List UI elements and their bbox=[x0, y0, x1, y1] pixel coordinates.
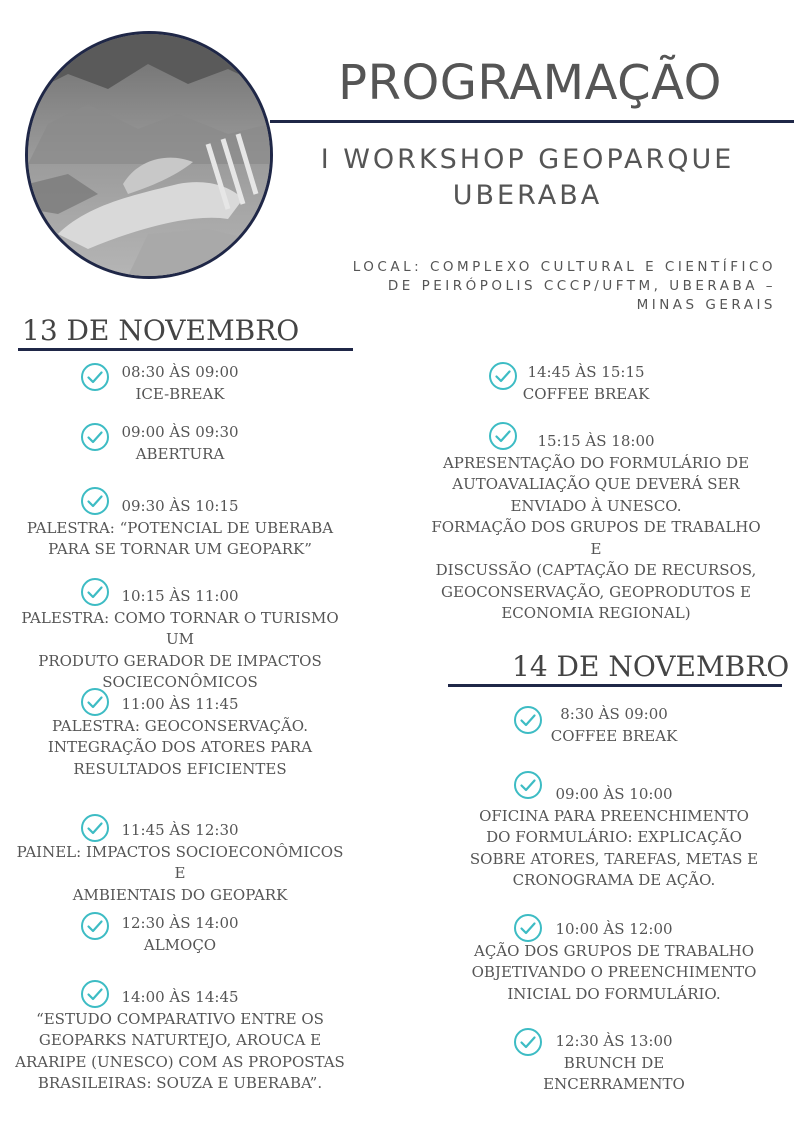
item-time: 09:00 ÀS 10:00 bbox=[555, 785, 673, 803]
item-description-line: ENVIADO À UNESCO. bbox=[510, 496, 682, 515]
item-description-line: BRUNCH DE bbox=[563, 1053, 665, 1072]
item-description-line: PALESTRA: “POTENCIAL DE UBERABA bbox=[26, 518, 334, 537]
subtitle-line-2: UBERABA bbox=[452, 180, 603, 211]
item-description-line: COFFEE BREAK bbox=[550, 726, 678, 745]
item-time: 09:00 ÀS 09:30 bbox=[121, 423, 239, 441]
location-line-3: MINAS GERAIS bbox=[636, 297, 776, 313]
item-description-line: ECONOMIA REGIONAL) bbox=[501, 604, 691, 622]
day1-schedule-item bbox=[10, 694, 350, 780]
item-time: 10:00 ÀS 12:00 bbox=[555, 920, 673, 938]
item-time: 09:30 ÀS 10:15 bbox=[121, 497, 239, 515]
item-description-line: COFFEE BREAK bbox=[522, 384, 650, 403]
item-description-line: ARARIPE (UNESCO) COM AS PROPOSTAS bbox=[15, 1052, 345, 1071]
day1-heading: 13 DE NOVEMBRO bbox=[22, 314, 300, 347]
day1-divider bbox=[18, 348, 353, 351]
item-description-line: “ESTUDO COMPARATIVO ENTRE OS bbox=[36, 1009, 324, 1028]
item-description-line: PARA SE TORNAR UM GEOPARK” bbox=[48, 540, 312, 558]
subtitle-line-1: I WORKSHOP GEOPARQUE bbox=[320, 144, 735, 175]
event-subtitle bbox=[305, 142, 750, 214]
day1-schedule-item bbox=[426, 431, 766, 625]
item-description-line: AÇÃO DOS GRUPOS DE TRABALHO bbox=[474, 941, 754, 960]
item-description-line: RESULTADOS EFICIENTES bbox=[73, 759, 287, 778]
item-description-line: FORMAÇÃO DOS GRUPOS DE TRABALHO E bbox=[431, 518, 761, 558]
title-divider bbox=[270, 120, 794, 123]
item-description-line: INICIAL DO FORMULÁRIO. bbox=[507, 984, 721, 1003]
page-title: PROGRAMAÇÃO bbox=[338, 55, 722, 111]
item-description-line: SOCIECONÔMICOS bbox=[102, 673, 258, 691]
item-description-line: AMBIENTAIS DO GEOPARK bbox=[72, 885, 288, 904]
item-description-line: ENCERRAMENTO bbox=[543, 1075, 685, 1093]
event-location bbox=[300, 258, 776, 315]
item-description-line: INTEGRAÇÃO DOS ATORES PARA bbox=[47, 738, 313, 756]
day1-schedule-item bbox=[10, 913, 350, 956]
item-time: 14:00 ÀS 14:45 bbox=[121, 988, 239, 1006]
day2-schedule-item bbox=[449, 784, 779, 892]
location-line-1: LOCAL: COMPLEXO CULTURAL E CIENTÍFICO bbox=[352, 259, 776, 275]
item-description-line: PALESTRA: GEOCONSERVAÇÃO. bbox=[52, 716, 308, 735]
day1-schedule-item bbox=[10, 362, 350, 405]
item-description-line: GEOCONSERVAÇÃO, GEOPRODUTOS E bbox=[441, 582, 751, 601]
day1-schedule-item bbox=[10, 586, 350, 694]
day2-schedule-item bbox=[449, 704, 779, 747]
item-time: 15:15 ÀS 18:00 bbox=[537, 432, 655, 450]
item-description-line: BRASILEIRAS: SOUZA E UBERABA”. bbox=[37, 1074, 323, 1092]
item-description-line: APRESENTAÇÃO DO FORMULÁRIO DE bbox=[442, 453, 750, 472]
day2-heading: 14 DE NOVEMBRO bbox=[512, 650, 790, 683]
day1-schedule-item bbox=[10, 496, 350, 561]
item-time: 08:30 ÀS 09:00 bbox=[121, 363, 239, 381]
item-description-line: OBJETIVANDO O PREENCHIMENTO bbox=[471, 963, 757, 981]
item-description-line: SOBRE ATORES, TAREFAS, METAS E bbox=[469, 849, 759, 868]
item-time: 14:45 ÀS 15:15 bbox=[527, 363, 645, 381]
item-description-line: ALMOÇO bbox=[143, 935, 217, 954]
item-description-line: DISCUSSÃO (CAPTAÇÃO DE RECURSOS, bbox=[435, 561, 757, 579]
item-time: 11:00 ÀS 11:45 bbox=[121, 695, 239, 713]
item-description-line: DO FORMULÁRIO: EXPLICAÇÃO bbox=[486, 828, 742, 846]
day2-divider bbox=[448, 684, 782, 687]
item-description-line: PAINEL: IMPACTOS SOCIOECONÔMICOS E bbox=[16, 842, 344, 882]
day1-schedule-item bbox=[10, 422, 350, 465]
day1-schedule-item bbox=[10, 987, 350, 1095]
item-description-line: GEOPARKS NATURTEJO, AROUCA E bbox=[38, 1031, 322, 1049]
item-description-line: ICE-BREAK bbox=[135, 384, 225, 403]
item-time: 12:30 ÀS 14:00 bbox=[121, 914, 239, 932]
day2-schedule-item bbox=[449, 1031, 779, 1096]
item-description-line: PALESTRA: COMO TORNAR O TURISMO UM bbox=[21, 608, 339, 648]
item-description-line: AUTOAVALIAÇÃO QUE DEVERÁ SER bbox=[452, 475, 740, 493]
item-time: 10:15 ÀS 11:00 bbox=[121, 587, 239, 605]
header-photo bbox=[25, 31, 273, 279]
fossil-photo-illustration bbox=[28, 34, 270, 276]
item-time: 8:30 ÀS 09:00 bbox=[560, 705, 668, 723]
day1-schedule-item bbox=[10, 820, 350, 906]
day1-schedule-item bbox=[421, 362, 751, 405]
item-description-line: PRODUTO GERADOR DE IMPACTOS bbox=[38, 651, 322, 670]
day2-schedule-item bbox=[449, 919, 779, 1005]
item-description-line: ABERTURA bbox=[135, 444, 225, 463]
item-time: 11:45 ÀS 12:30 bbox=[121, 821, 239, 839]
item-description-line: CRONOGRAMA DE AÇÃO. bbox=[512, 871, 716, 889]
item-description-line: OFICINA PARA PREENCHIMENTO bbox=[479, 806, 749, 825]
location-line-2: DE PEIRÓPOLIS CCCP/UFTM, UBERABA – bbox=[387, 278, 776, 294]
item-time: 12:30 ÀS 13:00 bbox=[555, 1032, 673, 1050]
